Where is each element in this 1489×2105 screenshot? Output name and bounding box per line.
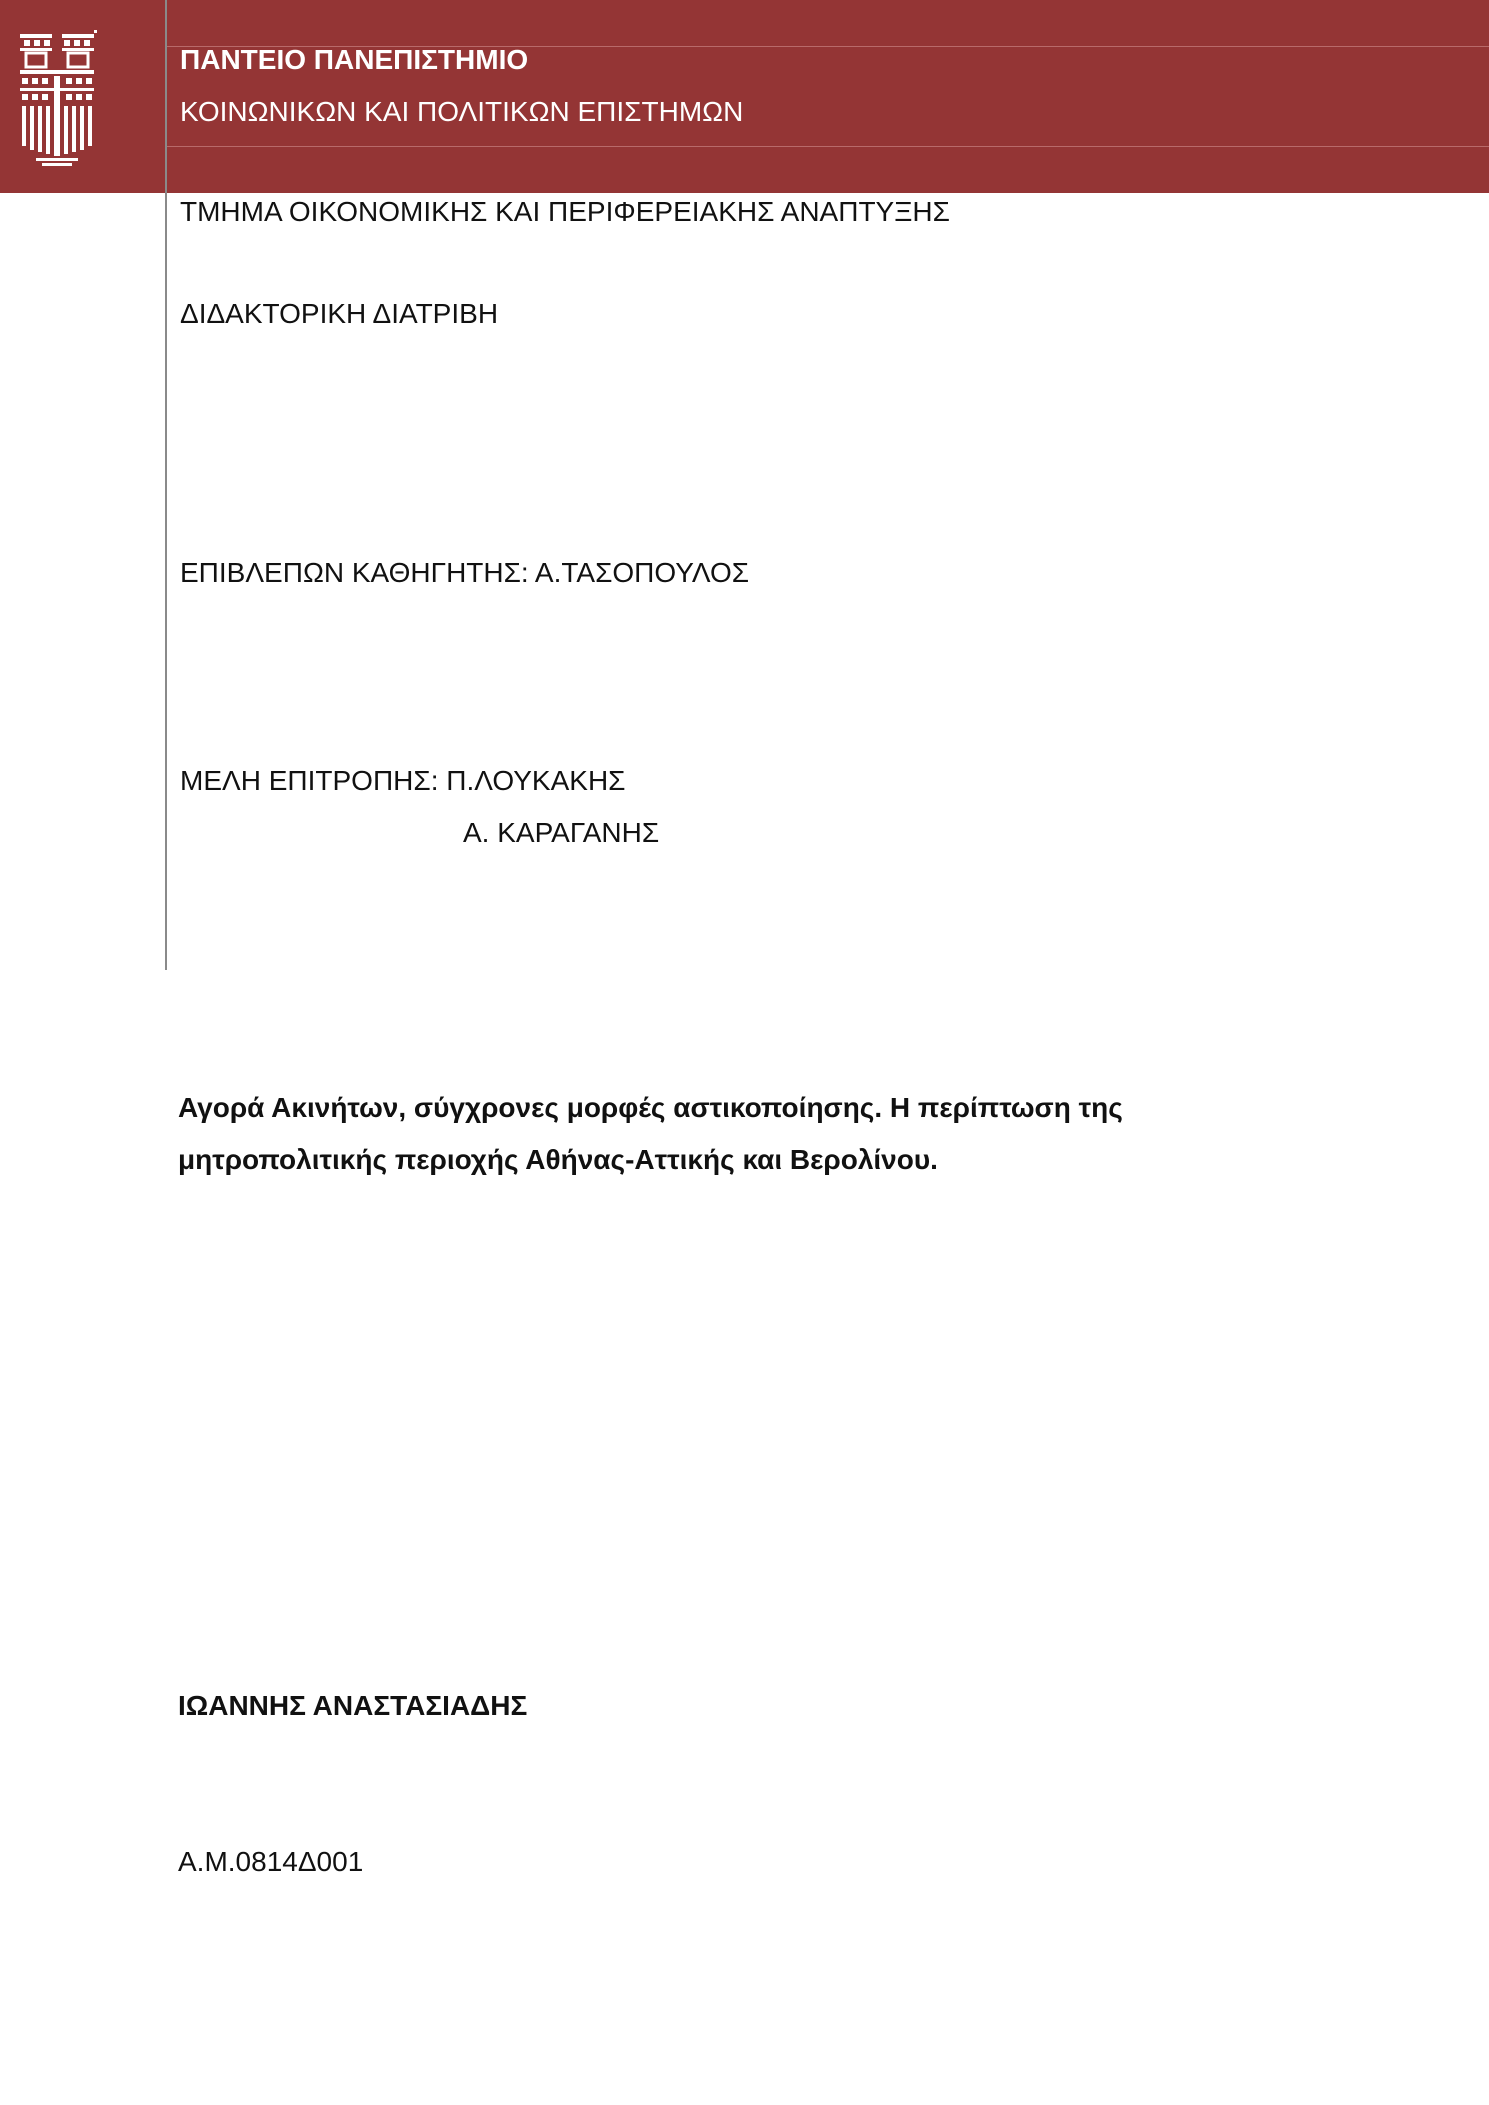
- committee-line-1: ΜΕΛΗ ΕΠΙΤΡΟΠΗΣ: Π.ΛΟΥΚΑΚΗΣ: [180, 765, 626, 796]
- header-divider: [166, 146, 1489, 147]
- registration-number: Α.Μ.0814Δ001: [178, 1846, 364, 1877]
- thesis-title-line-1: Αγορά Ακινήτων, σύγχρονες μορφές αστικοποίησης. Η περίπτωση της: [178, 1092, 1123, 1123]
- thesis-title-line-2: μητροπολιτικής περιοχής Αθήνας-Αττικής και Βερολίνου.: [178, 1144, 938, 1175]
- supervisor: ΕΠΙΒΛΕΠΩΝ ΚΑΘΗΓΗΤΗΣ: Α.ΤΑΣΟΠΟΥΛΟΣ: [180, 557, 750, 588]
- university-crest-icon: [18, 30, 98, 170]
- university-name: ΠΑΝΤΕΙΟ ΠΑΝΕΠΙΣΤΗΜΙΟ: [180, 44, 529, 75]
- margin-rule: [165, 0, 167, 970]
- author-name: ΙΩΑΝΝΗΣ ΑΝΑΣΤΑΣΙΑΔΗΣ: [178, 1690, 528, 1721]
- thesis-title: [178, 1082, 1328, 1186]
- document-type: ΔΙΔΑΚΤΟΡΙΚΗ ΔΙΑΤΡΙΒΗ: [180, 298, 499, 329]
- committee-line-2: Α. ΚΑΡΑΓΑΝΗΣ: [463, 817, 660, 848]
- school-name: ΚΟΙΝΩΝΙΚΩΝ ΚΑΙ ΠΟΛΙΤΙΚΩΝ ΕΠΙΣΤΗΜΩΝ: [180, 96, 744, 127]
- header-band: [0, 0, 1489, 193]
- department-name: ΤΜΗΜΑ ΟΙΚΟΝΟΜΙΚΗΣ ΚΑΙ ΠΕΡΙΦΕΡΕΙΑΚΗΣ ΑΝΑΠΤΥΞΗΣ: [180, 196, 950, 227]
